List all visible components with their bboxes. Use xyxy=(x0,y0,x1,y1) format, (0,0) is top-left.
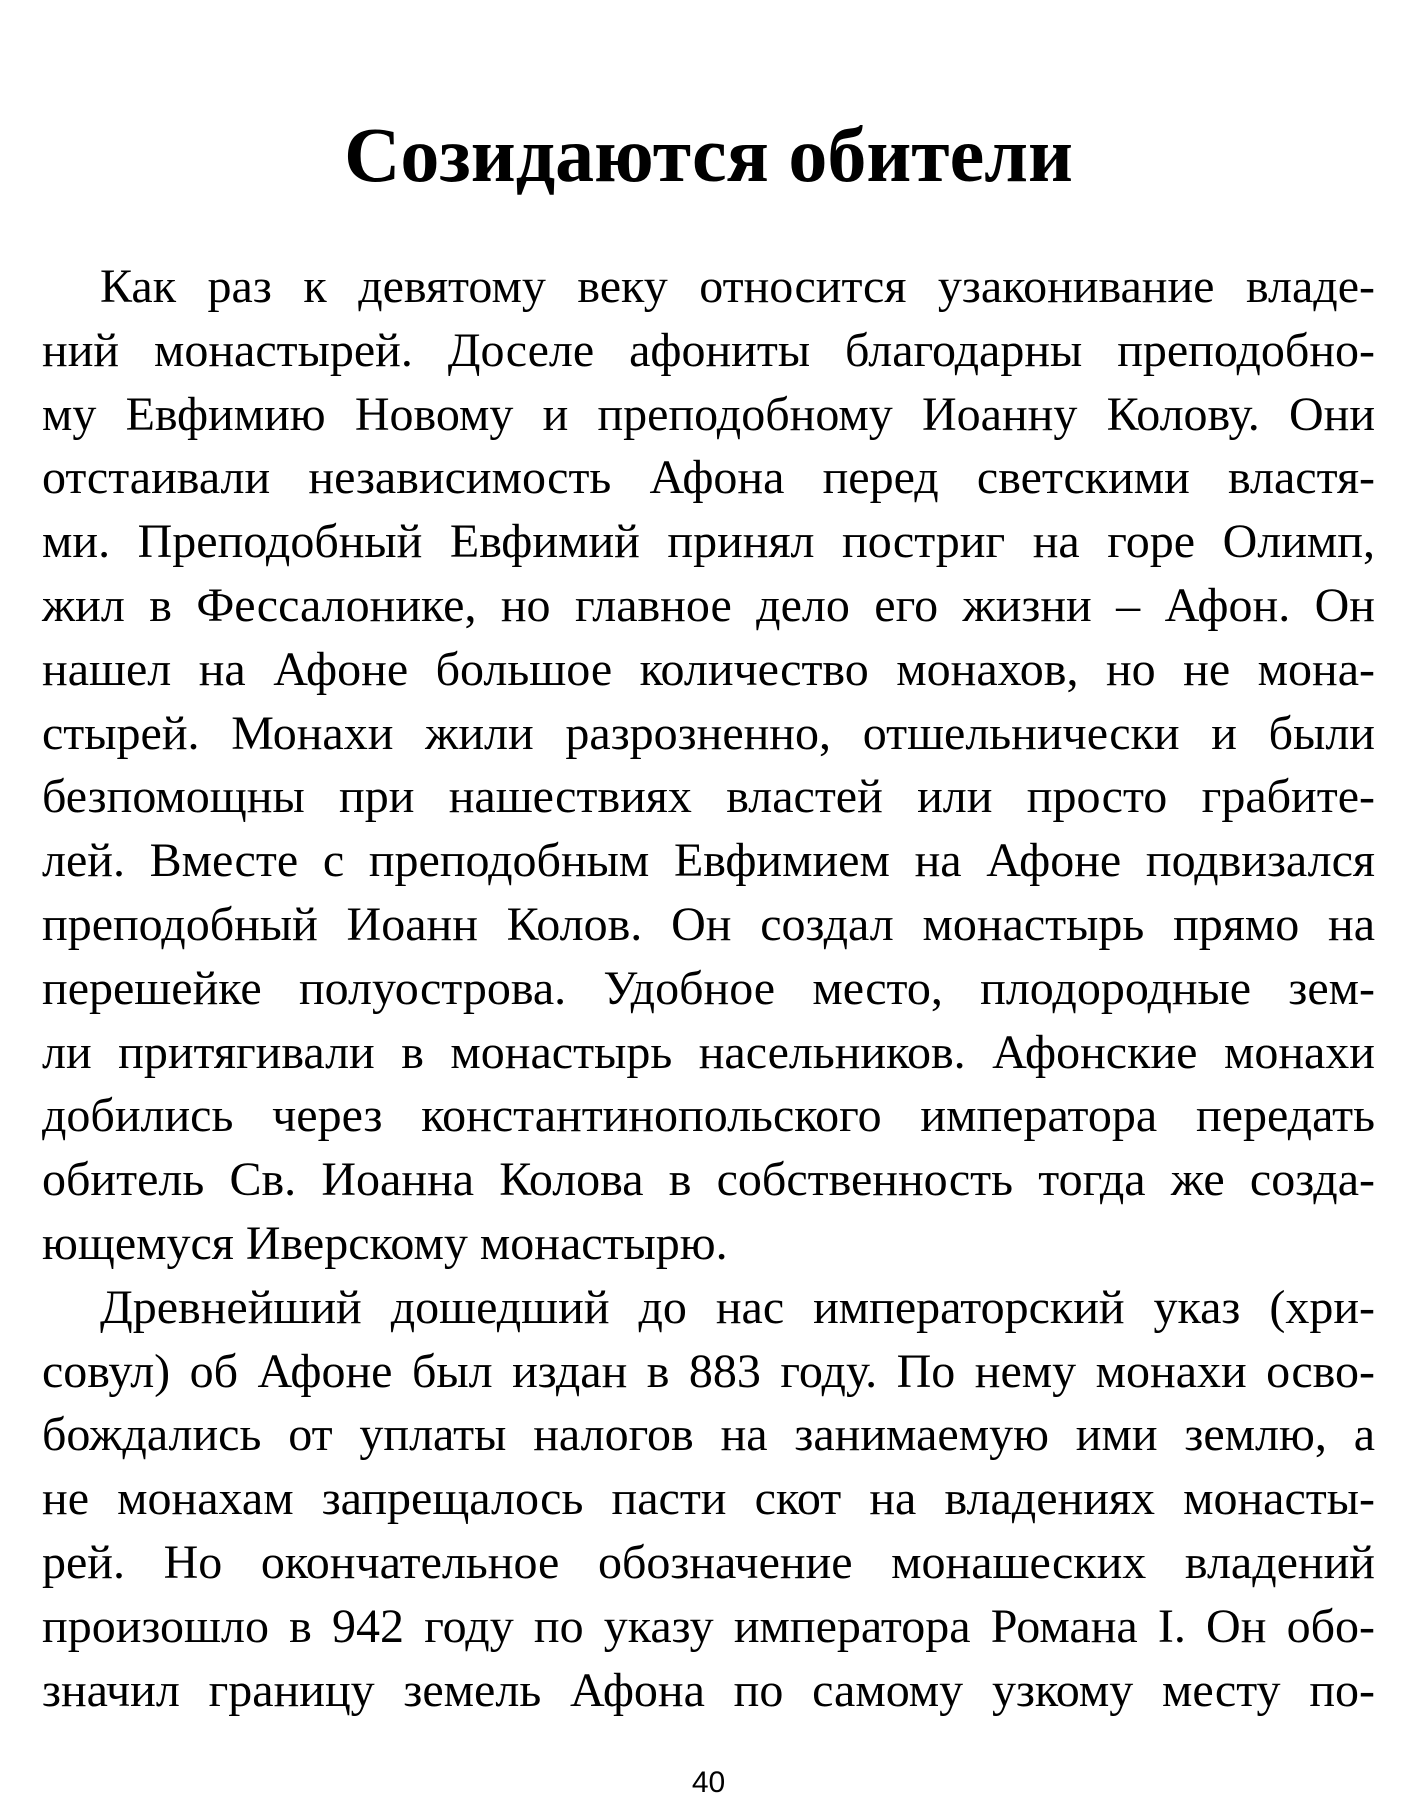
body-text xyxy=(42,255,1375,1722)
text-line: преподобный Иоанн Колов. Он создал монастырь прямо на xyxy=(42,897,1375,951)
text-line: произошло в 942 году по указу императора Романа I. Он обо- xyxy=(42,1599,1375,1653)
text-line: обитель Св. Иоанна Колова в собственность тогда же созда- xyxy=(42,1153,1375,1207)
paragraph-1 xyxy=(42,255,1375,1276)
text-line: значил границу земель Афона по самому узкому месту по- xyxy=(42,1663,1375,1717)
text-line: рей. Но окончательное обозначение монашеских владений xyxy=(42,1535,1375,1589)
text-line: ми. Преподобный Евфимий принял постриг на горе Олимп, xyxy=(42,515,1375,569)
text-line: нашел на Афоне большое количество монахов, но не мона- xyxy=(42,642,1375,696)
text-line: стырей. Монахи жили разрозненно, отшельнически и были xyxy=(42,706,1375,760)
page-number: 40 xyxy=(691,1766,726,1799)
text-line: отстаивали независимость Афона перед светскими властя- xyxy=(42,451,1375,505)
text-line: ний монастырей. Доселе афониты благодарны преподобно- xyxy=(42,323,1375,377)
text-line: совул) об Афоне был издан в 883 году. По нему монахи осво- xyxy=(42,1344,1375,1398)
text-line: Как раз к девятому веку относится узаконивание владе- xyxy=(100,260,1375,313)
text-line: безпомощны при нашествиях властей или просто грабите- xyxy=(42,770,1375,824)
text-line: му Евфимию Новому и преподобному Иоанну Колову. Они xyxy=(42,387,1375,441)
text-line: ли притягивали в монастырь насельников. Афонские монахи xyxy=(42,1025,1375,1079)
text-line: перешейке полуострова. Удобное место, плодородные зем- xyxy=(42,961,1375,1015)
chapter-title: Созидаются обители xyxy=(344,111,1073,198)
text-line: Древнейший дошедший до нас императорский указ (хри- xyxy=(100,1280,1375,1334)
text-line: лей. Вместе с преподобным Евфимием на Афоне подвизался xyxy=(42,834,1375,888)
text-line: добились через константинопольского императора передать xyxy=(42,1089,1375,1143)
paragraph-2 xyxy=(42,1276,1375,1723)
text-line: жил в Фессалонике, но главное дело его жизни – Афон. Он xyxy=(42,578,1375,632)
text-line: не монахам запрещалось пасти скот на владениях монасты- xyxy=(42,1472,1375,1526)
text-line: ющемуся Иверскому монастырю. xyxy=(42,1216,728,1270)
text-line: бождались от уплаты налогов на занимаемую ими землю, а xyxy=(42,1408,1375,1462)
